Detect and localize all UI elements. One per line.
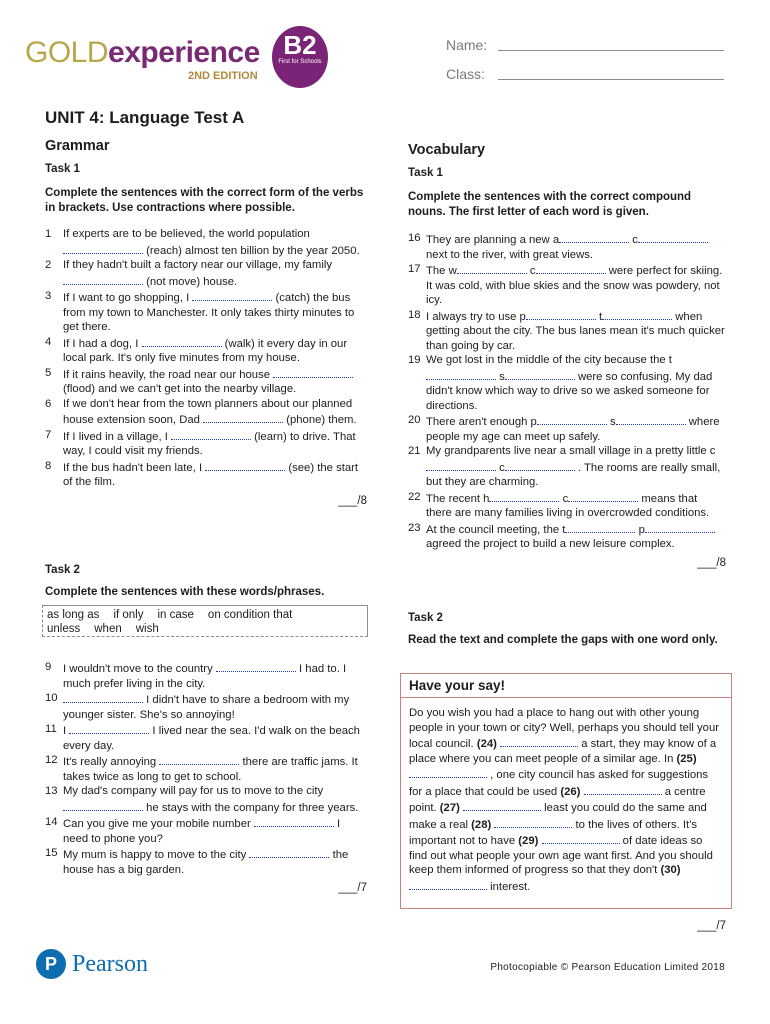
grammar-task2-instruction: Complete the sentences with these words/phrases. bbox=[45, 585, 325, 598]
gap-number: (27) bbox=[439, 802, 460, 814]
name-label: Name: bbox=[446, 37, 488, 53]
answer-gap[interactable] bbox=[409, 766, 487, 778]
brand-experience: experience bbox=[108, 36, 260, 69]
answer-gap[interactable] bbox=[63, 242, 143, 254]
vocabulary-task1-items bbox=[408, 231, 726, 552]
vocabulary-section bbox=[408, 143, 726, 570]
answer-gap[interactable] bbox=[489, 490, 559, 502]
text-box-title: Have your say! bbox=[401, 674, 731, 698]
gap-number: (25) bbox=[676, 752, 697, 765]
answer-gap[interactable] bbox=[171, 428, 251, 440]
list-item: 3 If I want to go shopping, I (catch) the bus from my town to Manchester. It only takes thirty minutes to get there. bbox=[45, 290, 355, 333]
answer-gap[interactable] bbox=[142, 335, 222, 347]
reading-text: Do you wish you had a place to hang out with other young people in your town or city? Well, perhaps you should tell your local council. (24) a start, they may know of a place where you can meet people of a similar age. In (25) , one city council has asked for suggestions for a place that could be used (26) a centre point. (27) least you could do the same and make a real (28) to the lives of others. It's important not to have (29) of date ideas so find out what people your own age want first. And you should keep them informed of progress so that they don't (30) interest. bbox=[409, 707, 719, 893]
grammar-task2-title: Task 2 bbox=[45, 564, 80, 576]
list-item: 16 They are planning a new a c next to the river, with great views. bbox=[408, 231, 726, 262]
list-item: 1 If experts are to be believed, the world population (reach) almost ten billion by the year 2050. bbox=[45, 228, 360, 257]
publisher-name: Pearson bbox=[72, 951, 148, 977]
answer-gap[interactable] bbox=[203, 411, 283, 423]
name-field[interactable] bbox=[498, 50, 724, 51]
answer-gap[interactable] bbox=[542, 832, 620, 844]
list-item: 19 We got lost in the middle of the city because the t s were so confusing. My dad didn't know which way to drive so we asked someone for directions. bbox=[408, 354, 713, 412]
reading-text-box bbox=[400, 673, 732, 909]
class-field[interactable] bbox=[498, 79, 724, 80]
word-option: in case bbox=[157, 609, 194, 621]
answer-gap[interactable] bbox=[500, 735, 578, 747]
list-item: 22 The recent h c means that there are many families living in overcrowded conditions. bbox=[408, 490, 710, 519]
list-item: 10 I didn't have to share a bedroom with my younger sister. She's so annoying! bbox=[45, 692, 350, 721]
vocabulary-task2 bbox=[408, 611, 726, 647]
gap-number: (24) bbox=[476, 738, 497, 750]
list-item: 18 I always try to use p t when getting about the city. The bus lanes mean it's much quicker than going by car. bbox=[408, 308, 725, 352]
answer-gap[interactable] bbox=[463, 799, 541, 811]
answer-gap[interactable] bbox=[568, 490, 638, 502]
answer-gap[interactable] bbox=[69, 722, 149, 734]
list-item: 8 If the bus hadn't been late, I (see) the start of the film. bbox=[45, 459, 359, 488]
answer-gap[interactable] bbox=[616, 413, 686, 425]
list-item: 15 My mum is happy to move to the city the house has a big garden. bbox=[45, 847, 349, 876]
answer-gap[interactable] bbox=[505, 459, 575, 471]
answer-gap[interactable] bbox=[584, 783, 662, 795]
answer-gap[interactable] bbox=[63, 799, 143, 811]
answer-gap[interactable] bbox=[426, 368, 496, 380]
brand-gold: GOLD bbox=[25, 36, 109, 69]
vocabulary-task2-instruction: Read the text and complete the gaps with one word only. bbox=[408, 633, 718, 646]
word-option: as long as bbox=[47, 609, 100, 621]
answer-gap[interactable] bbox=[426, 459, 496, 471]
answer-gap[interactable] bbox=[602, 308, 672, 320]
list-item: 20 There aren't enough p s where people my age can meet up safely. bbox=[408, 414, 720, 443]
badge-sub: First for Schools bbox=[278, 59, 322, 65]
list-item: 21 My grandparents live near a small village in a pretty little c c . The rooms are really small, but they are charming. bbox=[408, 445, 721, 488]
word-option: if only bbox=[113, 609, 144, 621]
gap-number: (28) bbox=[471, 818, 492, 831]
answer-gap[interactable] bbox=[254, 815, 334, 827]
list-item: 14 Can you give me your mobile number I need to phone you? bbox=[45, 816, 341, 845]
list-item: 17 The w c were perfect for skiing. It was cold, with blue skies and the snow was powdery, not icy. bbox=[408, 263, 723, 306]
class-label: Class: bbox=[446, 66, 485, 82]
list-item: 23 At the council meeting, the t p agreed the project to build a new leisure complex. bbox=[408, 521, 726, 552]
gap-number: (29) bbox=[518, 835, 539, 847]
word-option: wish bbox=[135, 623, 159, 635]
answer-gap[interactable] bbox=[645, 521, 715, 533]
word-option: unless bbox=[47, 623, 81, 635]
pearson-logo bbox=[36, 947, 156, 983]
answer-gap[interactable] bbox=[63, 273, 143, 285]
unit-title: UNIT 4: Language Test A bbox=[45, 108, 245, 127]
list-item: 6 If we don't hear from the town planners about our planned house extension soon, Dad (phone) them. bbox=[45, 397, 357, 426]
list-item: 11 I I lived near the sea. I'd walk on the beach every day. bbox=[45, 723, 360, 752]
grammar-task2-items bbox=[45, 660, 367, 896]
answer-gap[interactable] bbox=[505, 368, 575, 380]
grammar-task2 bbox=[45, 563, 367, 599]
list-item: 12 It's really annoying there are traffic jams. It takes twice as long to get to school. bbox=[45, 754, 358, 783]
answer-gap[interactable] bbox=[559, 231, 629, 243]
word-option: on condition that bbox=[207, 609, 293, 621]
word-option: when bbox=[94, 623, 122, 635]
answer-gap[interactable] bbox=[409, 878, 487, 890]
list-item: 13 My dad's company will pay for us to move to the city he stays with the company for three years. bbox=[45, 785, 359, 814]
answer-gap[interactable] bbox=[216, 660, 296, 672]
vocabulary-task1-instruction: Complete the sentences with the correct compound nouns. The first letter of each word is given. bbox=[408, 191, 692, 218]
grammar-heading: Grammar bbox=[45, 138, 110, 154]
answer-gap[interactable] bbox=[536, 262, 606, 274]
copyright-notice: Photocopiable © Pearson Education Limited 2018 bbox=[490, 962, 725, 973]
answer-gap[interactable] bbox=[457, 262, 527, 274]
grammar-task1-score: ___/8 bbox=[338, 494, 367, 507]
answer-gap[interactable] bbox=[537, 413, 607, 425]
answer-gap[interactable] bbox=[565, 521, 635, 533]
list-item: 9 I wouldn't move to the country I had to. I much prefer living in the city. bbox=[45, 661, 347, 690]
answer-gap[interactable] bbox=[249, 846, 329, 858]
answer-gap[interactable] bbox=[205, 459, 285, 471]
answer-gap[interactable] bbox=[638, 231, 708, 243]
list-item: 2 If they hadn't built a factory near our village, my family (not move) house. bbox=[45, 259, 333, 288]
vocabulary-task1-score: ___/8 bbox=[697, 556, 726, 569]
answer-gap[interactable] bbox=[526, 308, 596, 320]
word-box bbox=[42, 605, 368, 637]
answer-gap[interactable] bbox=[159, 753, 239, 765]
answer-gap[interactable] bbox=[63, 691, 143, 703]
answer-gap[interactable] bbox=[494, 816, 572, 828]
gap-number: (30) bbox=[660, 864, 681, 876]
grammar-section bbox=[45, 139, 367, 508]
brand-edition: 2ND EDITION bbox=[188, 70, 258, 82]
gap-number: (26) bbox=[560, 785, 581, 798]
grammar-task1-instruction: Complete the sentences with the correct form of the verbs in brackets. Use contractions where possible. bbox=[45, 187, 364, 214]
vocabulary-task1-title: Task 1 bbox=[408, 166, 443, 179]
answer-gap[interactable] bbox=[273, 366, 353, 378]
vocabulary-task2-score: ___/7 bbox=[697, 920, 726, 932]
grammar-task1-items bbox=[45, 227, 367, 490]
badge-level: B2 bbox=[283, 30, 317, 60]
vocabulary-task2-title: Task 2 bbox=[408, 612, 443, 624]
grammar-task2-score: ___/7 bbox=[338, 882, 367, 894]
vocabulary-heading: Vocabulary bbox=[408, 142, 486, 158]
pearson-icon: P bbox=[36, 949, 66, 979]
list-item: 7 If I lived in a village, I (learn) to drive. That way, I could visit my friends. bbox=[45, 428, 356, 457]
answer-gap[interactable] bbox=[192, 289, 272, 301]
grammar-task1-title: Task 1 bbox=[45, 162, 80, 175]
list-item: 4 If I had a dog, I (walk) it every day in our local park. It's only five minutes from my house. bbox=[45, 335, 348, 364]
level-badge bbox=[272, 26, 328, 88]
list-item: 5 If it rains heavily, the road near our house (flood) and we can't get into the nearby village. bbox=[45, 366, 367, 397]
